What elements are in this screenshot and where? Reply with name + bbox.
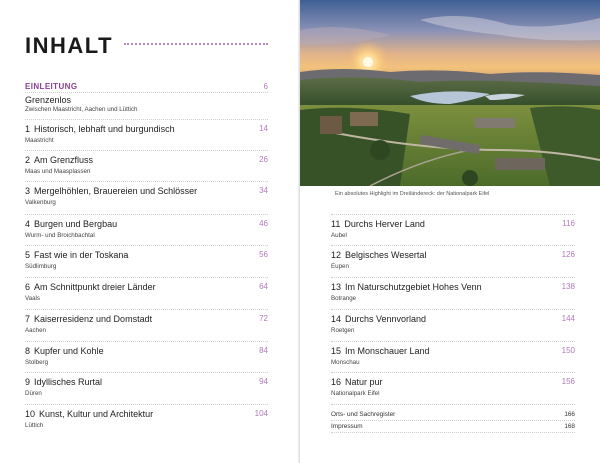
index-label: Impressum	[331, 423, 363, 430]
chapter-subtitle: Düren	[25, 390, 42, 397]
chapter-page-number: 26	[259, 155, 268, 164]
divider	[25, 245, 268, 246]
chapter-heading	[331, 250, 426, 260]
chapter-subtitle: Maastricht	[25, 137, 54, 144]
chapter-page-number: 56	[259, 250, 268, 259]
chapter-title: Kunst, Kultur und Architektur	[39, 409, 154, 419]
chapter-title: Kaiserresidenz und Domstadt	[34, 314, 153, 324]
chapter-title: Fast wie in der Toskana	[34, 250, 129, 260]
index-page-number: 166	[564, 411, 575, 418]
chapter-number: 6	[25, 282, 31, 292]
building	[350, 112, 378, 126]
chapter-number: 5	[25, 250, 31, 260]
toc-entry[interactable]	[25, 250, 268, 276]
chapter-number: 12	[331, 250, 342, 260]
toc-entry[interactable]	[331, 346, 575, 372]
divider	[331, 341, 575, 342]
chapter-subtitle: Nationalpark Eifel	[331, 390, 380, 397]
chapter-page-number: 84	[259, 346, 268, 355]
toc-entry[interactable]	[25, 346, 268, 372]
chapter-heading	[25, 219, 117, 229]
toc-entry[interactable]	[331, 377, 575, 403]
chapter-page-number: 116	[562, 219, 575, 228]
chapter-heading	[25, 282, 156, 292]
divider	[331, 404, 575, 405]
sun-core	[363, 57, 373, 67]
divider	[331, 214, 575, 215]
chapter-subtitle: Aubel	[331, 232, 347, 239]
chapter-number: 16	[331, 377, 342, 387]
chapter-number: 14	[331, 314, 342, 324]
divider	[25, 309, 268, 310]
tree	[462, 170, 478, 186]
photo-caption: Ein absolutes Highlight im Dreiländereck: der Nationalpark Eifel	[335, 191, 490, 197]
divider	[25, 181, 268, 182]
chapter-page-number: 150	[561, 346, 575, 355]
chapter-title: Historisch, lebhaft und burgundisch	[34, 124, 175, 134]
building	[475, 118, 515, 128]
toc-entry[interactable]	[25, 409, 268, 435]
chapter-title: Belgisches Wesertal	[345, 250, 427, 260]
toc-entry[interactable]	[25, 124, 268, 150]
chapter-page-number: 34	[259, 186, 268, 195]
chapter-number: 9	[25, 377, 31, 387]
chapter-heading	[331, 282, 482, 292]
chapter-heading	[331, 377, 383, 387]
chapter-page-number: 46	[259, 219, 268, 228]
landscape-photo	[300, 0, 600, 186]
chapter-title: Kupfer und Kohle	[34, 346, 104, 356]
divider	[25, 404, 268, 405]
toc-entry[interactable]	[331, 282, 575, 308]
divider	[25, 119, 268, 120]
toc-entry[interactable]	[25, 314, 268, 340]
chapter-page-number: 138	[561, 282, 575, 291]
chapter-page-number: 104	[254, 409, 268, 418]
building	[320, 116, 342, 134]
toc-entry[interactable]	[25, 377, 268, 403]
chapter-subtitle: Monschau	[331, 359, 360, 366]
title-divider	[124, 43, 268, 45]
chapter-number: 13	[331, 282, 342, 292]
chapter-number: 11	[331, 219, 341, 229]
chapter-subtitle: Valkenburg	[25, 199, 56, 206]
toc-entry[interactable]	[25, 186, 268, 212]
chapter-number: 10	[25, 409, 36, 419]
chapter-number: 1	[25, 124, 31, 134]
toc-entry[interactable]	[331, 314, 575, 340]
page-title: INHALT	[25, 33, 114, 58]
divider	[331, 432, 575, 433]
chapter-heading	[25, 155, 93, 165]
chapter-heading	[25, 409, 153, 419]
divider	[25, 214, 268, 215]
divider	[25, 372, 268, 373]
toc-entry[interactable]	[25, 282, 268, 308]
introduction-page-number: 6	[263, 82, 268, 91]
divider	[25, 277, 268, 278]
chapter-subtitle: Aachen	[25, 327, 46, 334]
chapter-page-number: 144	[561, 314, 575, 323]
chapter-title: Im Naturschutzgebiet Hohes Venn	[345, 282, 482, 292]
chapter-title: Im Monschauer Land	[345, 346, 430, 356]
chapter-heading	[25, 250, 128, 260]
divider	[331, 245, 575, 246]
chapter-number: 7	[25, 314, 31, 324]
chapter-heading	[25, 124, 175, 134]
chapter-subtitle: Stolberg	[25, 359, 49, 366]
chapter-title: Am Grenzfluss	[34, 155, 94, 165]
chapter-heading	[25, 377, 102, 387]
chapter-title: Durchs Vennvorland	[345, 314, 427, 324]
chapter-title: Am Schnittpunkt dreier Länder	[34, 282, 156, 292]
chapter-page-number: 94	[259, 377, 268, 386]
chapter-subtitle: Eupen	[331, 263, 349, 270]
toc-entry[interactable]	[25, 155, 268, 181]
chapter-page-number: 72	[259, 314, 268, 323]
chapter-heading	[331, 314, 426, 324]
chapter-heading	[331, 346, 430, 356]
chapter-number: 3	[25, 186, 31, 196]
divider	[331, 309, 575, 310]
chapter-title: Idyllisches Rurtal	[34, 377, 103, 387]
chapter-title: Durchs Herver Land	[344, 219, 425, 229]
chapter-subtitle: Maas und Maasplassen	[25, 168, 91, 175]
introduction-label: EINLEITUNG	[25, 82, 78, 91]
divider	[25, 150, 268, 151]
chapter-page-number: 156	[561, 377, 575, 386]
chapter-page-number: 64	[259, 282, 268, 291]
toc-entry[interactable]	[25, 219, 268, 245]
chapter-subtitle: Südlimburg	[25, 263, 57, 270]
chapter-page-number: 126	[561, 250, 575, 259]
divider	[25, 341, 268, 342]
chapter-heading	[25, 346, 104, 356]
introduction-subtitle: Zwischen Maastricht, Aachen und Lüttich	[25, 106, 138, 113]
chapter-heading	[25, 314, 152, 324]
chapter-subtitle: Wurm- und Broichbachtal	[25, 232, 95, 239]
divider	[331, 420, 575, 421]
chapter-number: 2	[25, 155, 31, 165]
introduction-title: Grenzenlos	[25, 95, 72, 105]
toc-entry[interactable]	[331, 250, 575, 276]
divider	[25, 92, 268, 93]
chapter-title: Mergelhöhlen, Brauereien und Schlösser	[34, 186, 198, 196]
chapter-subtitle: Roetgen	[331, 327, 355, 334]
chapter-subtitle: Botrange	[331, 295, 357, 302]
divider	[331, 277, 575, 278]
building	[495, 158, 545, 170]
divider	[331, 372, 575, 373]
chapter-page-number: 14	[259, 124, 268, 133]
landscape-illustration	[300, 0, 600, 186]
index-page-number: 168	[564, 423, 575, 430]
toc-entry[interactable]	[331, 219, 575, 245]
tree	[370, 140, 390, 160]
chapter-subtitle: Vaals	[25, 295, 41, 302]
chapter-title: Burgen und Bergbau	[34, 219, 118, 229]
chapter-number: 8	[25, 346, 31, 356]
index-label: Orts- und Sachregister	[331, 411, 396, 418]
chapter-heading	[25, 186, 197, 196]
chapter-heading	[331, 219, 425, 229]
chapter-title: Natur pur	[345, 377, 383, 387]
chapter-number: 15	[331, 346, 342, 356]
chapter-subtitle: Lüttich	[25, 422, 44, 429]
chapter-number: 4	[25, 219, 31, 229]
